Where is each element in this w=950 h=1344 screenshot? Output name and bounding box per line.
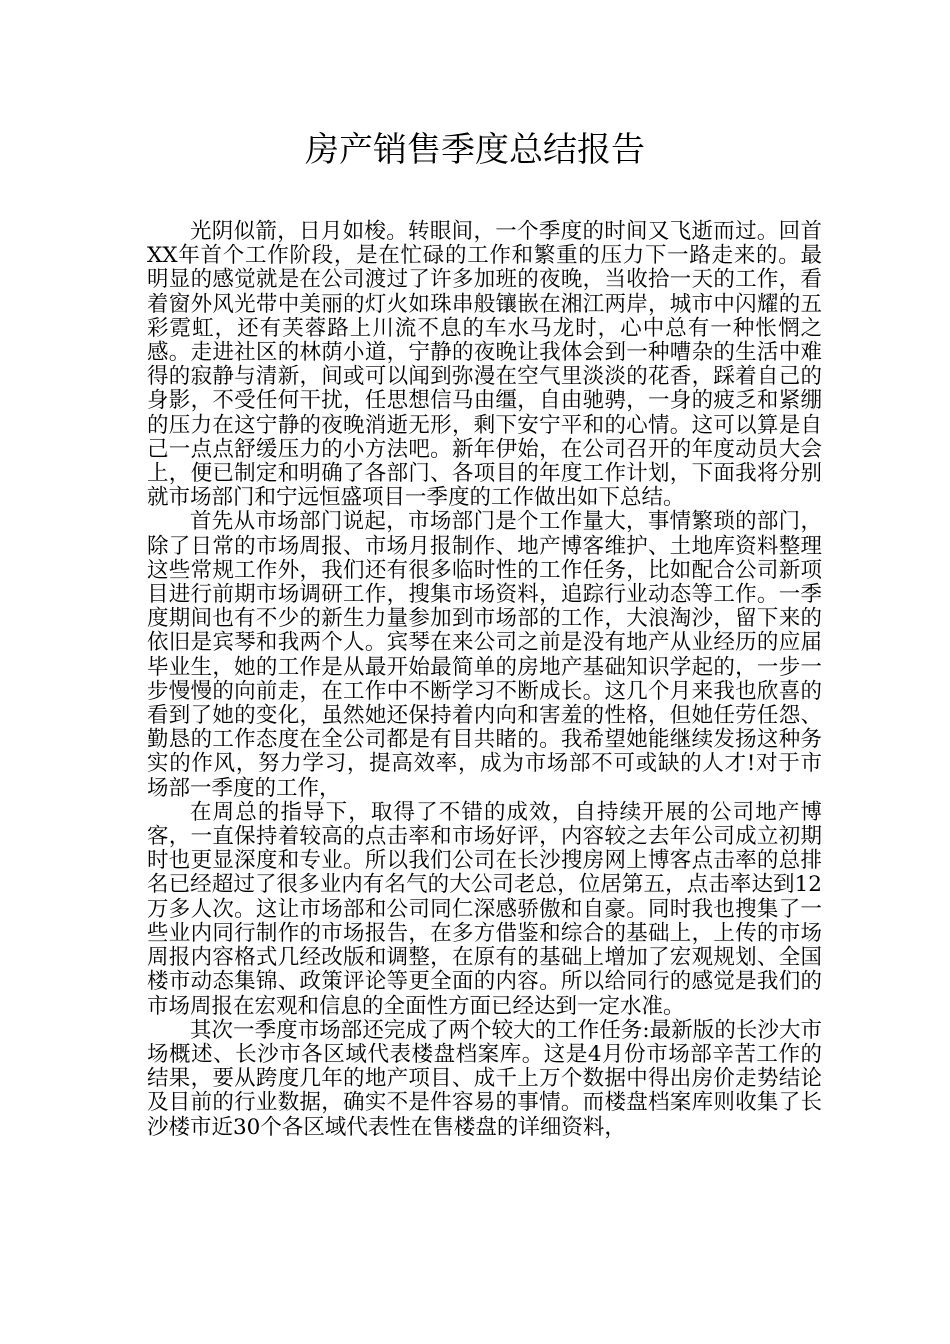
document-title: 房产销售季度总结报告 [305, 130, 645, 170]
paragraph-2: 首先从市场部门说起，市场部门是个工作量大，事情繁琐的部门，除了日常的市场周报、市场月报制作、地产博客维护、土地库资料整理这些常规工作外，我们还有很多临时性的工作任务，比如配合公司新项目进行前期市场调研工作，搜集市场资料，追踪行业动态等工作。一季度期间也有不少的新生力量参加到市场部的工作，大浪淘沙，留下来的依旧是宾琴和我两个人。宾琴在来公司之前是没有地产从业经历的应届毕业生，她的工作是从最开始最简单的房地产基础知识学起的，一步一步慢慢的向前走，在工作中不断学习不断成长。这几个月来我也欣喜的看到了她的变化，虽然她还保持着内向和害羞的性格，但她任劳任怨、勤恳的工作态度在全公司都是有目共睹的。我希望她能继续发扬这种务实的作风，努力学习，提高效率，成为市场部不可或缺的人才!对于市场部一季度的工作， [147, 509, 822, 801]
document-body [147, 220, 822, 1140]
paragraph-1: 光阴似箭，日月如梭。转眼间，一个季度的时间又飞逝而过。回首XX年首个工作阶段，是在忙碌的工作和繁重的压力下一路走来的。最明显的感觉就是在公司渡过了许多加班的夜晚，当收拾一天的工作，看着窗外风光带中美丽的灯火如珠串般镶嵌在湘江两岸，城市中闪耀的五彩霓虹，还有芙蓉路上川流不息的车水马龙时，心中总有一种怅惘之感。走进社区的林荫小道，宁静的夜晚让我体会到一种嘈杂的生活中难得的寂静与清新，间或可以闻到弥漫在空气里淡淡的花香，踩着自己的身影，不受任何干扰，任思想信马由缰，自由驰骋，一身的疲乏和紧绷的压力在这宁静的夜晚消逝无形，剩下安宁平和的心情。这可以算是自己一点点舒缓压力的小方法吧。新年伊始，在公司召开的年度动员大会上，便已制定和明确了各部门、各项目的年度工作计划，下面我将分别就市场部门和宁远恒盛项目一季度的工作做出如下总结。 [147, 219, 822, 511]
paragraph-3: 在周总的指导下，取得了不错的成效，自持续开展的公司地产博客，一直保持着较高的点击率和市场好评，内容较之去年公司成立初期时也更显深度和专业。所以我们公司在长沙搜房网上博客点击率的总排名已经超过了很多业内有名气的大公司老总，位居第五，点击率达到12万多人次。这让市场部和公司同仁深感骄傲和自豪。同时我也搜集了一些业内同行制作的市场报告，在多方借鉴和综合的基础上，上传的市场周报内容格式几经改版和调整，在原有的基础上增加了宏观规划、全国楼市动态集锦、政策评论等更全面的内容。所以给同行的感觉是我们的市场周报在宏观和信息的全面性方面已经达到一定水准。 [147, 799, 822, 1019]
paragraph-4: 其次一季度市场部还完成了两个较大的工作任务:最新版的长沙大市场概述、长沙市各区域代表楼盘档案库。这是4月份市场部辛苦工作的结果，要从跨度几年的地产项目、成千上万个数据中得出房价走势结论及目前的行业数据，确实不是件容易的事情。而楼盘档案库则收集了长沙楼市近30个各区域代表性在售楼盘的详细资料， [147, 1017, 822, 1140]
